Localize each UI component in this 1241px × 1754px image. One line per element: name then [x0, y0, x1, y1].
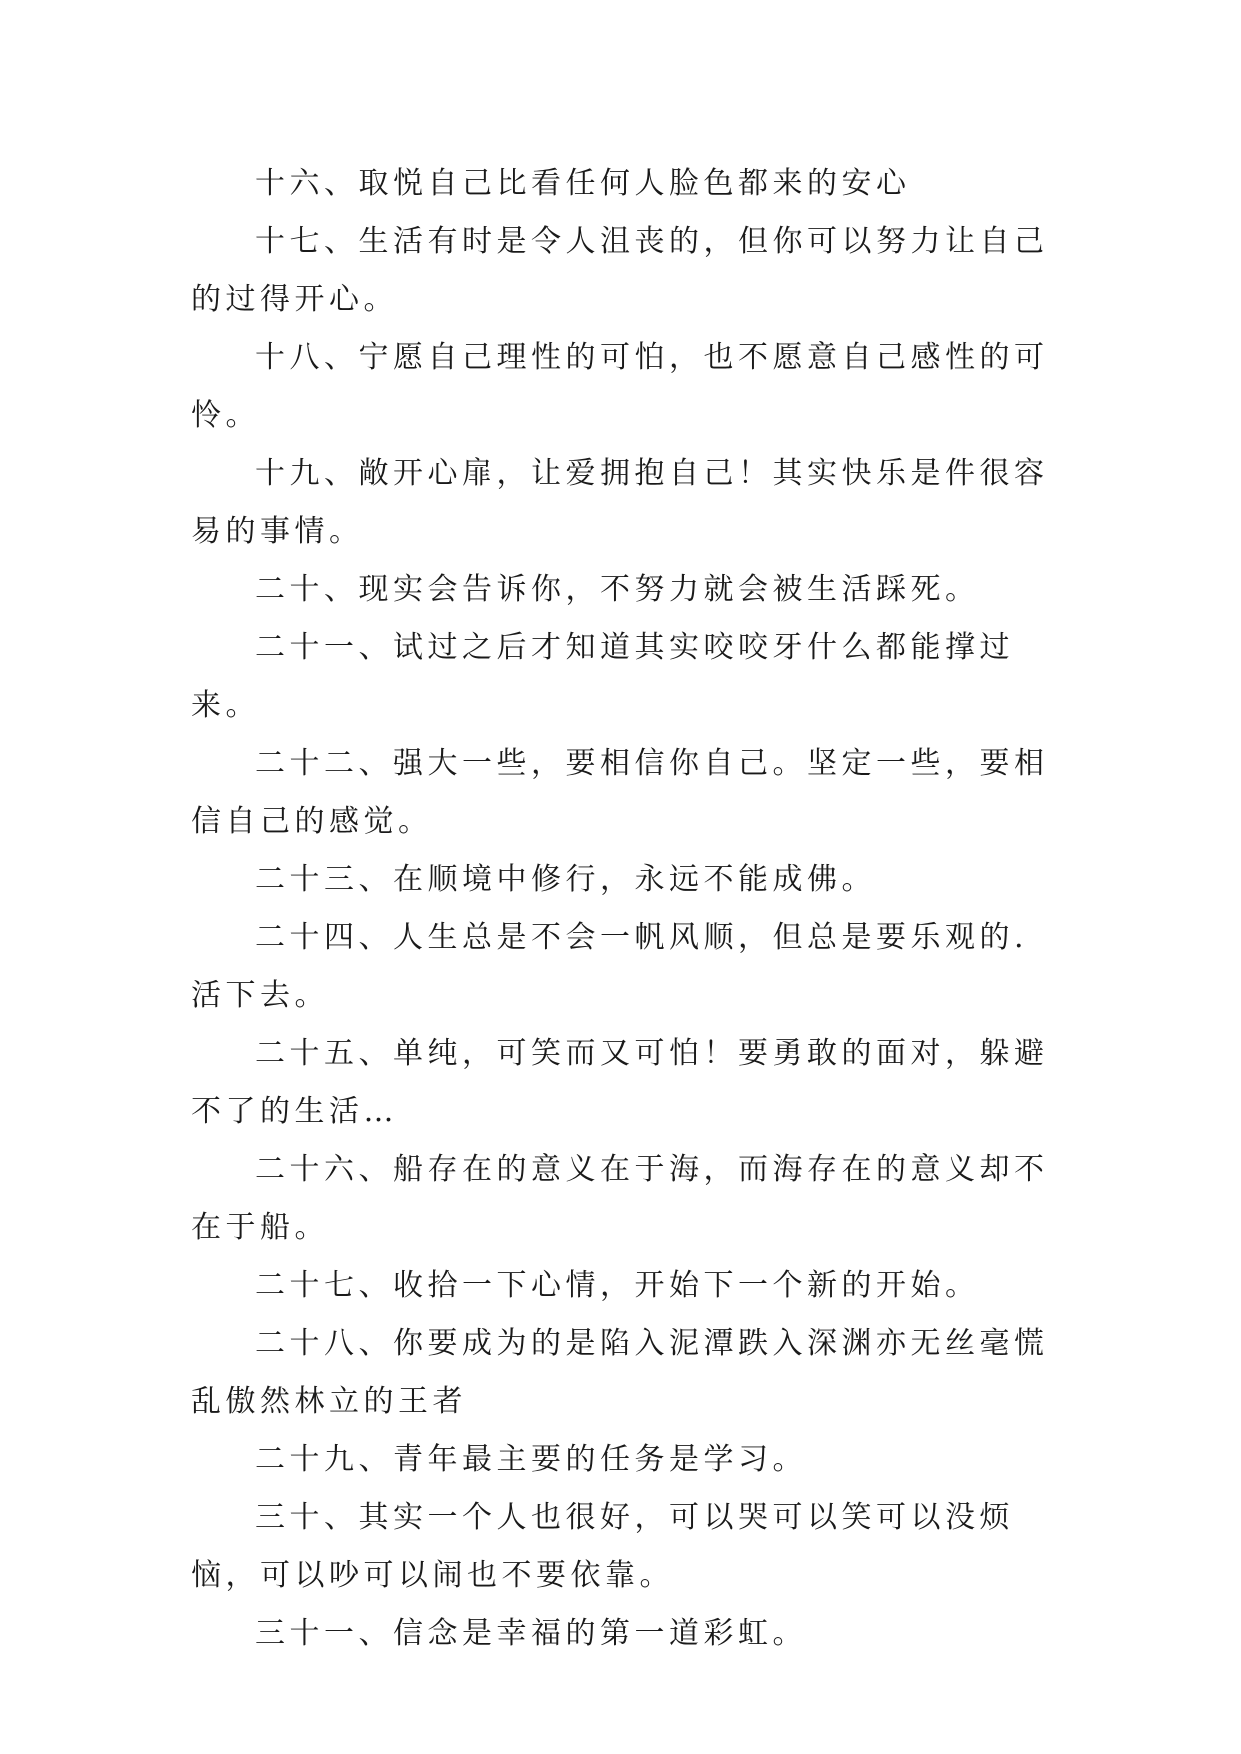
- paragraph-23: 二十三、在顺境中修行，永远不能成佛。: [255, 862, 876, 897]
- paragraph-24: 二十四、人生总是不会一帆风顺，但总是要乐观的.活下去。: [191, 920, 1029, 1013]
- paragraph-26: 二十六、船存在的意义在于海，而海存在的意义却不在于船。: [191, 1152, 1049, 1245]
- paragraph-16: 十六、取悦自己比看任何人脸色都来的安心: [255, 166, 911, 201]
- paragraph-17: 十七、生活有时是令人沮丧的，但你可以努力让自己的过得开心。: [191, 224, 1049, 317]
- paragraph-19: 十九、敞开心扉，让爱拥抱自己！其实快乐是件很容易的事情。: [191, 456, 1049, 549]
- paragraph-31: 三十一、信念是幸福的第一道彩虹。: [255, 1616, 807, 1651]
- document-body: [191, 155, 1061, 1663]
- paragraph-27: 二十七、收拾一下心情，开始下一个新的开始。: [255, 1268, 980, 1303]
- paragraph-21: 二十一、试过之后才知道其实咬咬牙什么都能撑过来。: [191, 630, 1014, 723]
- paragraph-29: 二十九、青年最主要的任务是学习。: [255, 1442, 807, 1477]
- paragraph-20: 二十、现实会告诉你，不努力就会被生活踩死。: [255, 572, 980, 607]
- paragraph-22: 二十二、强大一些，要相信你自己。坚定一些，要相信自己的感觉。: [191, 746, 1049, 839]
- paragraph-28: 二十八、你要成为的是陷入泥潭跌入深渊亦无丝毫慌乱傲然林立的王者: [191, 1326, 1049, 1419]
- paragraph-18: 十八、宁愿自己理性的可怕，也不愿意自己感性的可怜。: [191, 340, 1049, 433]
- paragraph-25: 二十五、单纯，可笑而又可怕！要勇敢的面对，躲避不了的生活…: [191, 1036, 1049, 1129]
- paragraph-30: 三十、其实一个人也很好，可以哭可以笑可以没烦恼，可以吵可以闹也不要依靠。: [191, 1500, 1014, 1593]
